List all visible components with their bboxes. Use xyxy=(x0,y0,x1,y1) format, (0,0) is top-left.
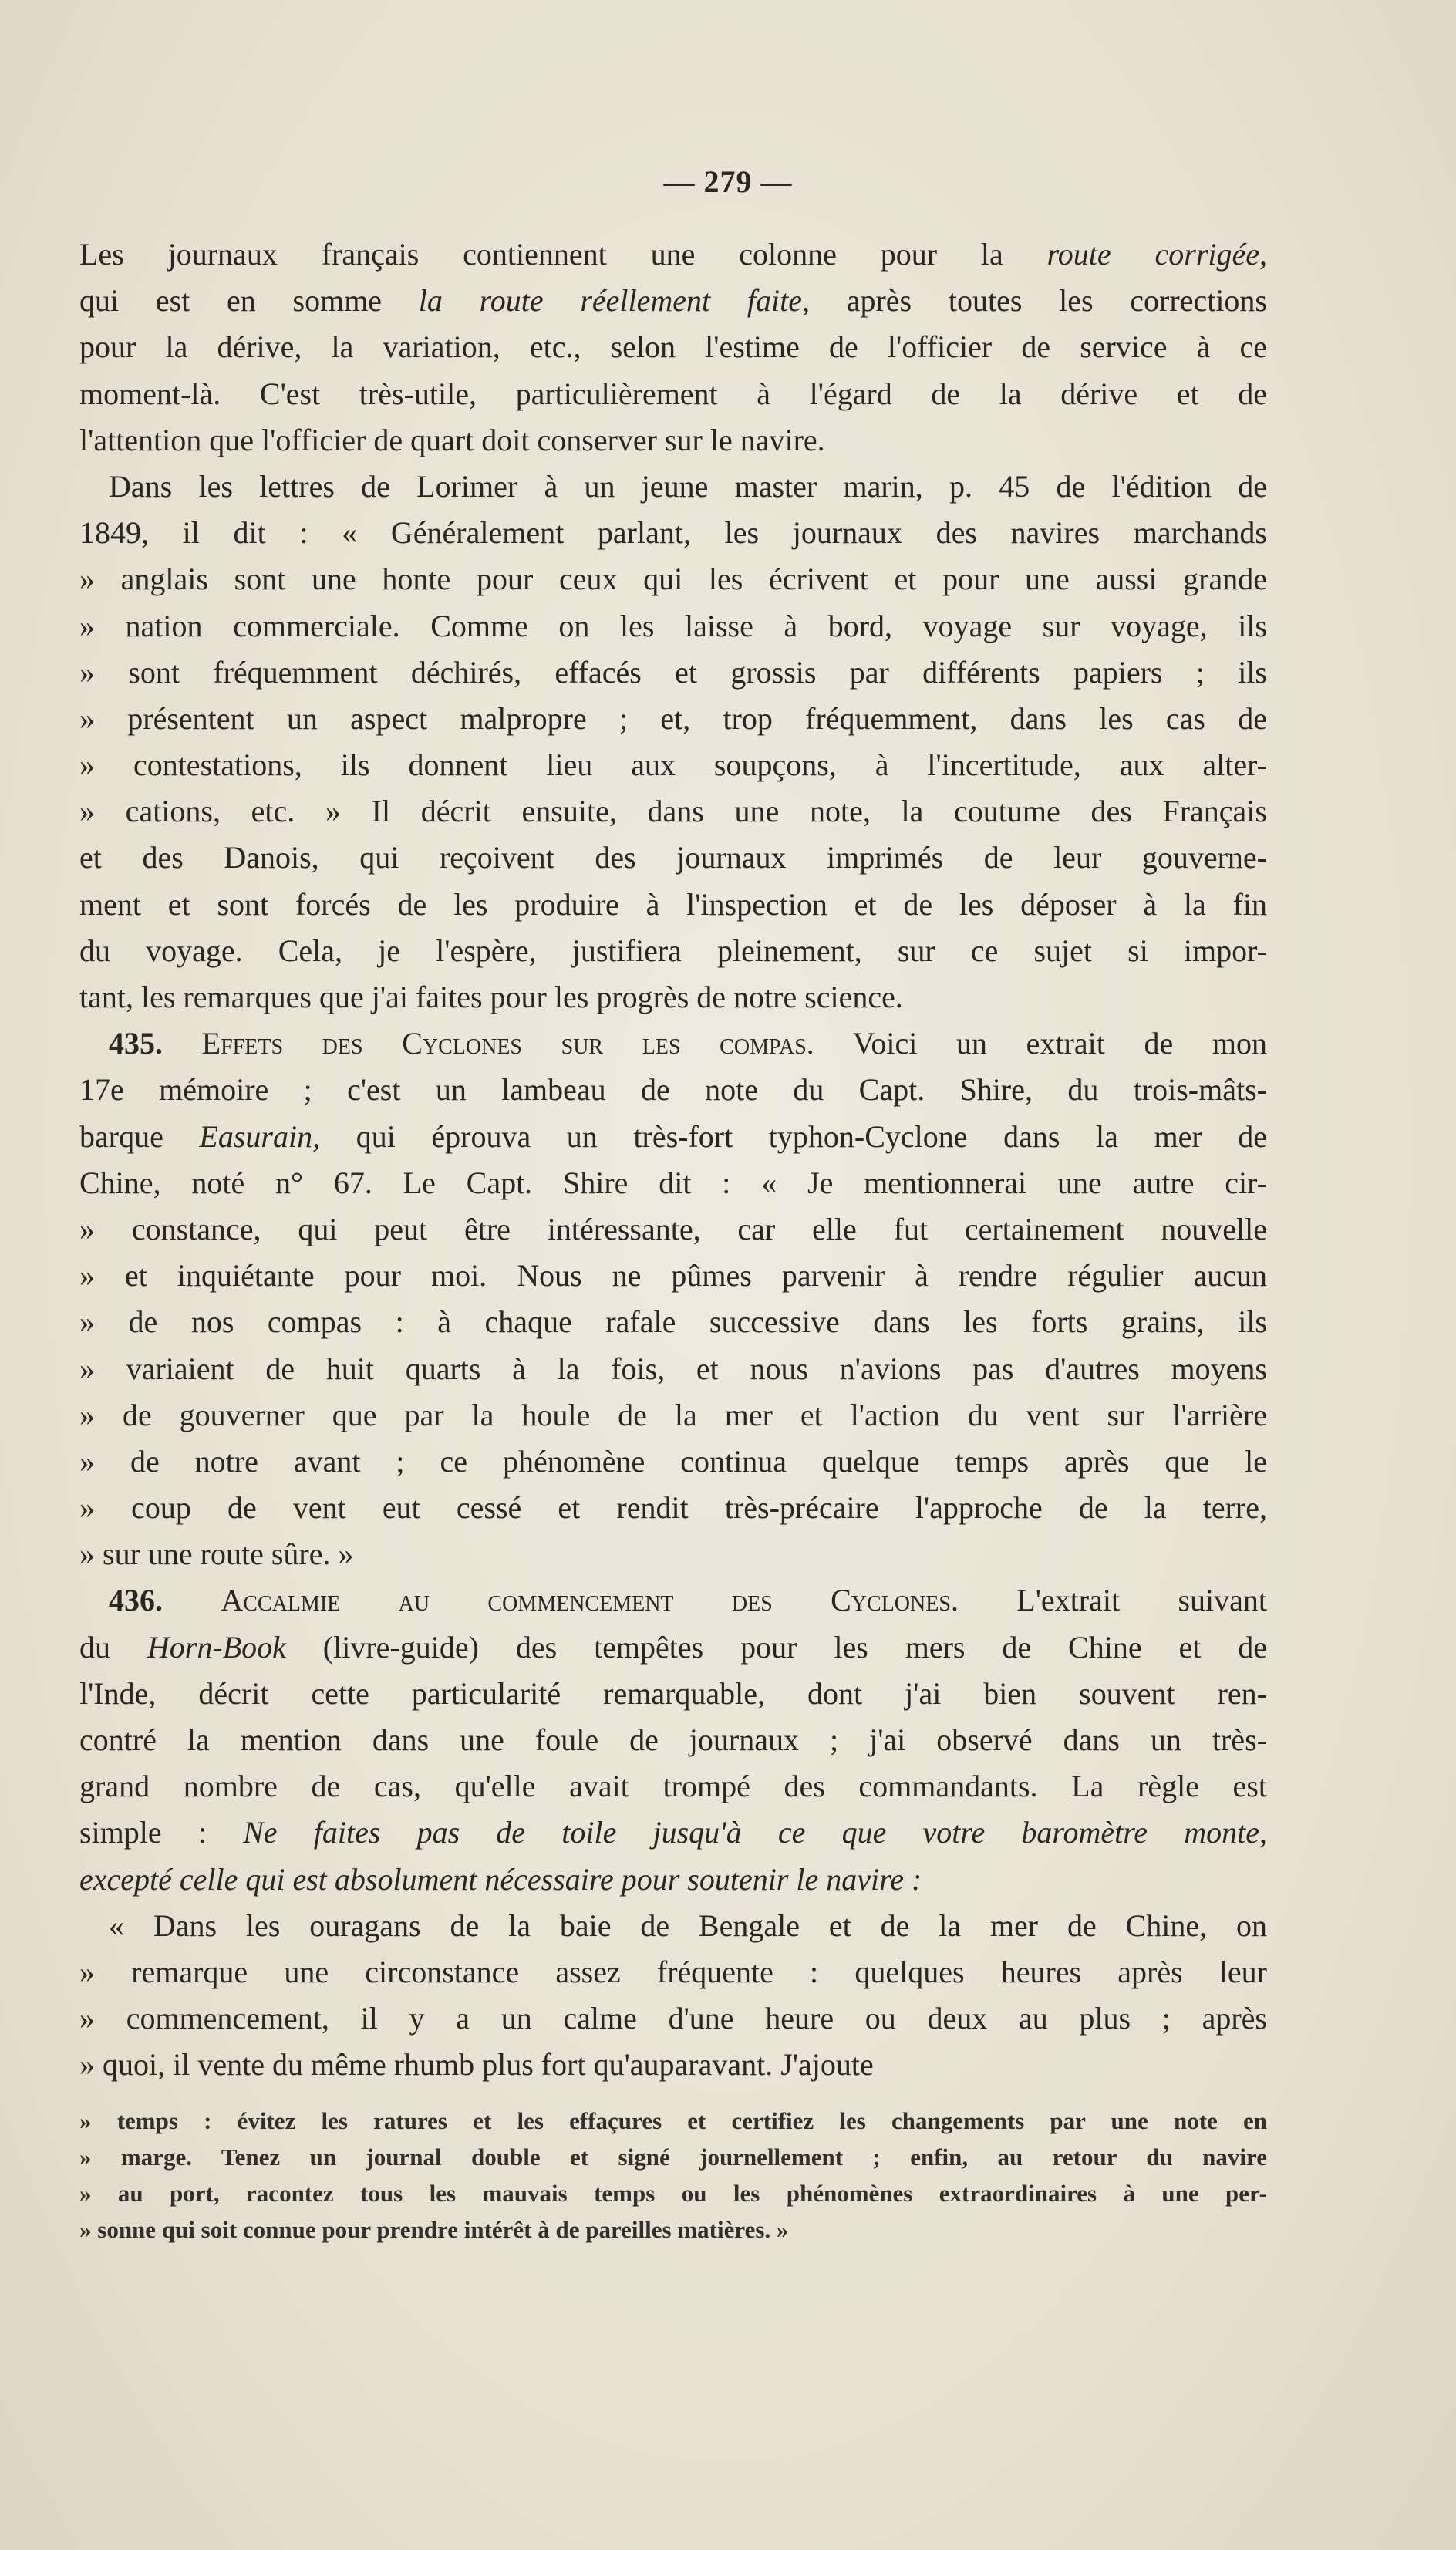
text-line xyxy=(79,835,1267,881)
line-text: » de gouverner que par la houle de la mer et l'action du vent sur l'arrière xyxy=(79,1397,1267,1432)
italic-text: Horn-Book xyxy=(147,1629,286,1665)
text-line xyxy=(79,788,1267,835)
line-text: » et inquiétante pour moi. Nous ne pûmes parvenir à rendre régulier aucun xyxy=(79,1258,1267,1294)
line-text: » coup de vent eut cessé et rendit très-précaire l'approche de la terre, xyxy=(79,1490,1267,1526)
line-text: . Voici un extrait de mon xyxy=(806,1026,1268,1061)
line-text: simple : xyxy=(79,1815,244,1850)
line-text: (livre-guide) des tempêtes pour les mers de Chine et de xyxy=(285,1629,1268,1665)
text-line xyxy=(79,1160,1267,1206)
line-text: » sont fréquemment déchirés, effacés et grossis par différents papiers ; ils xyxy=(79,654,1267,690)
text-line xyxy=(79,464,1267,510)
text-line xyxy=(79,1114,1267,1160)
text-line xyxy=(79,1067,1267,1113)
section-number: 435. xyxy=(109,1026,163,1061)
text-line xyxy=(79,603,1267,649)
section-number: 436. xyxy=(109,1583,163,1618)
line-text: et des Danois, qui reçoivent des journaux imprimés de leur gouverne- xyxy=(79,840,1267,875)
text-line xyxy=(79,1206,1267,1253)
line-text: barque xyxy=(79,1118,200,1154)
line-text: pour la dérive, la variation, etc., selon l'estime de l'officier de service à ce xyxy=(79,329,1267,365)
text-line xyxy=(79,1624,1267,1671)
line-text: Les journaux français contiennent une colonne pour la xyxy=(79,237,1047,272)
line-text: qui éprouva un très-fort typhon-Cyclone dans la mer de xyxy=(320,1118,1268,1154)
line-text: qui est en somme xyxy=(79,283,419,319)
line-text: Dans les lettres de Lorimer à un jeune master marin, p. 45 de l'édition de xyxy=(109,468,1267,504)
text-line xyxy=(79,1717,1267,1763)
line-text: du xyxy=(79,1629,147,1665)
main-text xyxy=(79,231,1267,2089)
text-line xyxy=(79,556,1267,602)
italic-text: Easurain, xyxy=(199,1118,321,1154)
line-text: » contestations, ils donnent lieu aux soupçons, à l'incertitude, aux alter- xyxy=(79,747,1267,783)
text-line xyxy=(79,324,1267,370)
text-line xyxy=(79,1485,1267,1531)
italic-text: Ne faites pas de toile jusqu'à ce que votre baromètre monte, xyxy=(243,1815,1267,1850)
italic-text: excepté celle qui est absolument nécessaire pour soutenir le navire : xyxy=(79,1861,922,1897)
line-text: l'attention que l'officier de quart doit conserver sur le navire. xyxy=(79,422,825,457)
text-line xyxy=(79,974,1267,1020)
line-text: ment et sont forcés de les produire à l'inspection et de les déposer à la fin xyxy=(79,886,1267,922)
line-text: » quoi, il vente du même rhumb plus fort qu'auparavant. J'ajoute xyxy=(79,2047,874,2083)
line-text: » présentent un aspect malpropre ; et, trop fréquemment, dans les cas de xyxy=(79,700,1267,736)
text-line xyxy=(79,1671,1267,1717)
text-line xyxy=(79,1577,1267,1624)
footnote-text xyxy=(79,2103,1267,2248)
text-line xyxy=(79,696,1267,742)
line-text: du voyage. Cela, je l'espère, justifiera pleinement, sur ce sujet si impor- xyxy=(79,933,1267,968)
line-text: » anglais sont une honte pour ceux qui les écrivent et pour une aussi grande xyxy=(79,562,1267,597)
text-line xyxy=(79,928,1267,974)
text-line xyxy=(79,1763,1267,1810)
text-line xyxy=(79,1810,1267,1856)
section-title: Effets des Cyclones sur les compas xyxy=(201,1026,807,1061)
footnote-line: » sonne qui soit connue pour prendre intérêt à de pareilles matières. » xyxy=(79,2216,789,2243)
line-text: . L'extrait suivant xyxy=(950,1583,1268,1618)
line-text: » de nos compas : à chaque rafale successive dans les forts grains, ils xyxy=(79,1304,1267,1340)
line-text: , après toutes les corrections xyxy=(801,283,1267,319)
text-line xyxy=(79,1949,1267,1995)
text-line xyxy=(79,1299,1267,1345)
line-text: tant, les remarques que j'ai faites pour les progrès de notre science. xyxy=(79,980,903,1014)
text-line xyxy=(79,417,1267,464)
text-line xyxy=(79,1995,1267,2042)
text-line xyxy=(79,649,1267,696)
text-line xyxy=(79,1392,1267,1439)
line-text: » variaient de huit quarts à la fois, et nous n'avions pas d'autres moyens xyxy=(79,1351,1267,1386)
italic-text: la route réellement faite xyxy=(418,283,802,319)
footnote-line: » au port, racontez tous les mauvais temps ou les phénomènes extraordinaires à une per- xyxy=(79,2180,1267,2207)
page-number: — 279 — xyxy=(663,164,793,199)
text-line xyxy=(79,1346,1267,1392)
line-text: contré la mention dans une foule de journaux ; j'ai observé dans un très- xyxy=(79,1722,1267,1757)
section-title: Accalmie au commencement des Cyclones xyxy=(221,1583,951,1618)
text-line xyxy=(79,1903,1267,1949)
line-text: » cations, etc. » Il décrit ensuite, dans une note, la coutume des Français xyxy=(79,794,1267,829)
line-text: grand nombre de cas, qu'elle avait trompé des commandants. La règle est xyxy=(79,1769,1267,1804)
line-text: « Dans les ouragans de la baie de Bengale et de la mer de Chine, on xyxy=(109,1907,1267,1943)
line-text: » commencement, il y a un calme d'une heure ou deux au plus ; après xyxy=(79,2001,1267,2036)
text-line xyxy=(79,510,1267,556)
text-line xyxy=(79,231,1267,278)
line-text: » remarque une circonstance assez fréquente : quelques heures après leur xyxy=(79,1954,1267,1989)
text-line xyxy=(79,1253,1267,1299)
line-text: 1849, il dit : « Généralement parlant, les journaux des navires marchands xyxy=(79,515,1267,551)
line-text: l'Inde, décrit cette particularité remarquable, dont j'ai bien souvent ren- xyxy=(79,1675,1267,1711)
line-text: Chine, noté n° 67. Le Capt. Shire dit : « Je mentionnerai une autre cir- xyxy=(79,1165,1267,1200)
text-line xyxy=(79,882,1267,928)
line-text: 17e mémoire ; c'est un lambeau de note du Capt. Shire, du trois-mâts- xyxy=(79,1072,1267,1108)
footnote-line: » marge. Tenez un journal double et signé journellement ; enfin, au retour du navire xyxy=(79,2144,1267,2171)
footnote-line: » temps : évitez les ratures et les effaçures et certifiez les changements par une note en xyxy=(79,2107,1267,2134)
text-line xyxy=(79,1439,1267,1485)
italic-text: route corrigée, xyxy=(1046,237,1268,272)
text-line xyxy=(79,2042,1267,2088)
line-text: » constance, qui peut être intéressante, car elle fut certainement nouvelle xyxy=(79,1211,1267,1246)
line-text: moment-là. C'est très-utile, particulièrement à l'égard de la dérive et de xyxy=(79,376,1267,411)
text-line xyxy=(79,1531,1267,1577)
text-line xyxy=(79,1020,1267,1067)
line-text: » de notre avant ; ce phénomène continua quelque temps après que le xyxy=(79,1443,1267,1479)
line-text: » nation commerciale. Comme on les laisse à bord, voyage sur voyage, ils xyxy=(79,608,1267,643)
text-line xyxy=(79,278,1267,324)
text-line xyxy=(79,371,1267,417)
line-text: » sur une route sûre. » xyxy=(79,1536,354,1572)
text-line xyxy=(79,1857,1267,1903)
text-line xyxy=(79,742,1267,788)
